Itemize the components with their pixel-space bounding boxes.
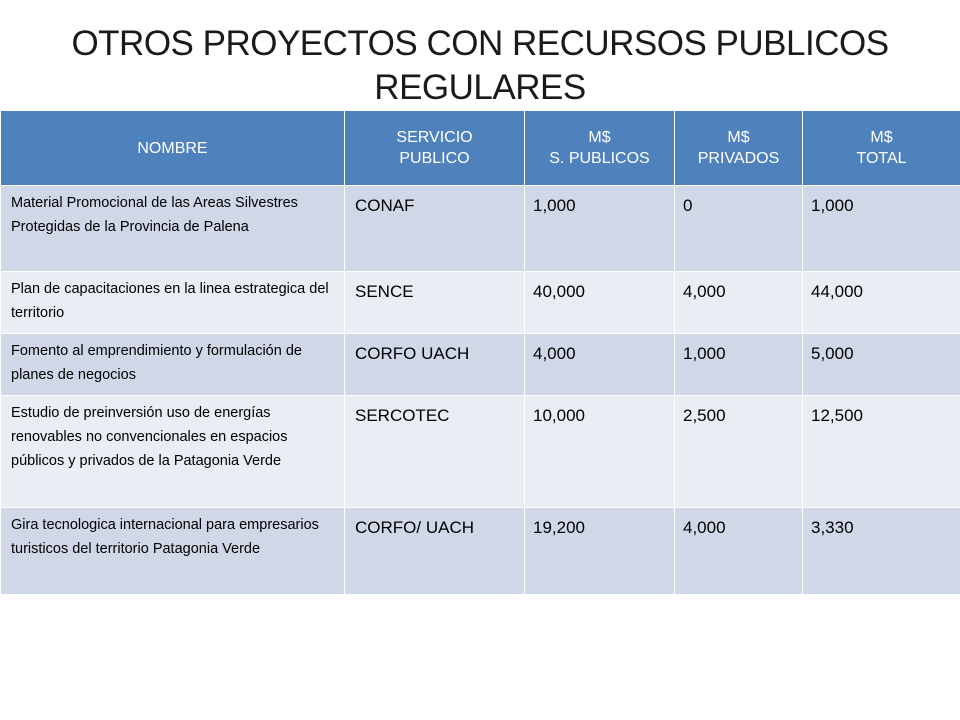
cell-total: 1,000	[803, 186, 960, 272]
header-privados: M$ PRIVADOS	[675, 111, 803, 186]
cell-publicos: 19,200	[525, 508, 675, 595]
cell-publicos: 10,000	[525, 396, 675, 508]
cell-servicio: CORFO UACH	[345, 334, 525, 396]
table-row	[1, 334, 960, 396]
title-line-1: OTROS PROYECTOS CON RECURSOS PUBLICOS	[71, 24, 889, 63]
table-row	[1, 186, 960, 272]
cell-total: 3,330	[803, 508, 960, 595]
cell-nombre: Estudio de preinversión uso de energías renovables no convencionales en espacios públicos y privados de la Patagonia Verde	[1, 396, 345, 508]
cell-publicos: 4,000	[525, 334, 675, 396]
cell-nombre: Plan de capacitaciones en la linea estrategica del territorio	[1, 272, 345, 334]
cell-total: 44,000	[803, 272, 960, 334]
cell-nombre: Gira tecnologica internacional para empresarios turisticos del territorio Patagonia Verde	[1, 508, 345, 595]
cell-publicos: 40,000	[525, 272, 675, 334]
cell-privados: 0	[675, 186, 803, 272]
table-row	[1, 508, 960, 595]
projects-table	[0, 110, 960, 595]
header-total: M$ TOTAL	[803, 111, 960, 186]
cell-nombre: Fomento al emprendimiento y formulación de planes de negocios	[1, 334, 345, 396]
page-title	[0, 22, 960, 110]
cell-servicio: SENCE	[345, 272, 525, 334]
table-row	[1, 272, 960, 334]
cell-privados: 1,000	[675, 334, 803, 396]
cell-privados: 2,500	[675, 396, 803, 508]
table-row	[1, 396, 960, 508]
header-servicio-publico: SERVICIO PUBLICO	[345, 111, 525, 186]
cell-publicos: 1,000	[525, 186, 675, 272]
cell-nombre: Material Promocional de las Areas Silvestres Protegidas de la Provincia de Palena	[1, 186, 345, 272]
title-line-2: REGULARES	[374, 68, 586, 107]
cell-privados: 4,000	[675, 272, 803, 334]
cell-total: 12,500	[803, 396, 960, 508]
table-header-row	[1, 111, 960, 186]
header-s-publicos: M$ S. PUBLICOS	[525, 111, 675, 186]
cell-servicio: SERCOTEC	[345, 396, 525, 508]
cell-total: 5,000	[803, 334, 960, 396]
cell-servicio: CORFO/ UACH	[345, 508, 525, 595]
header-nombre: NOMBRE	[1, 111, 345, 186]
cell-servicio: CONAF	[345, 186, 525, 272]
cell-privados: 4,000	[675, 508, 803, 595]
